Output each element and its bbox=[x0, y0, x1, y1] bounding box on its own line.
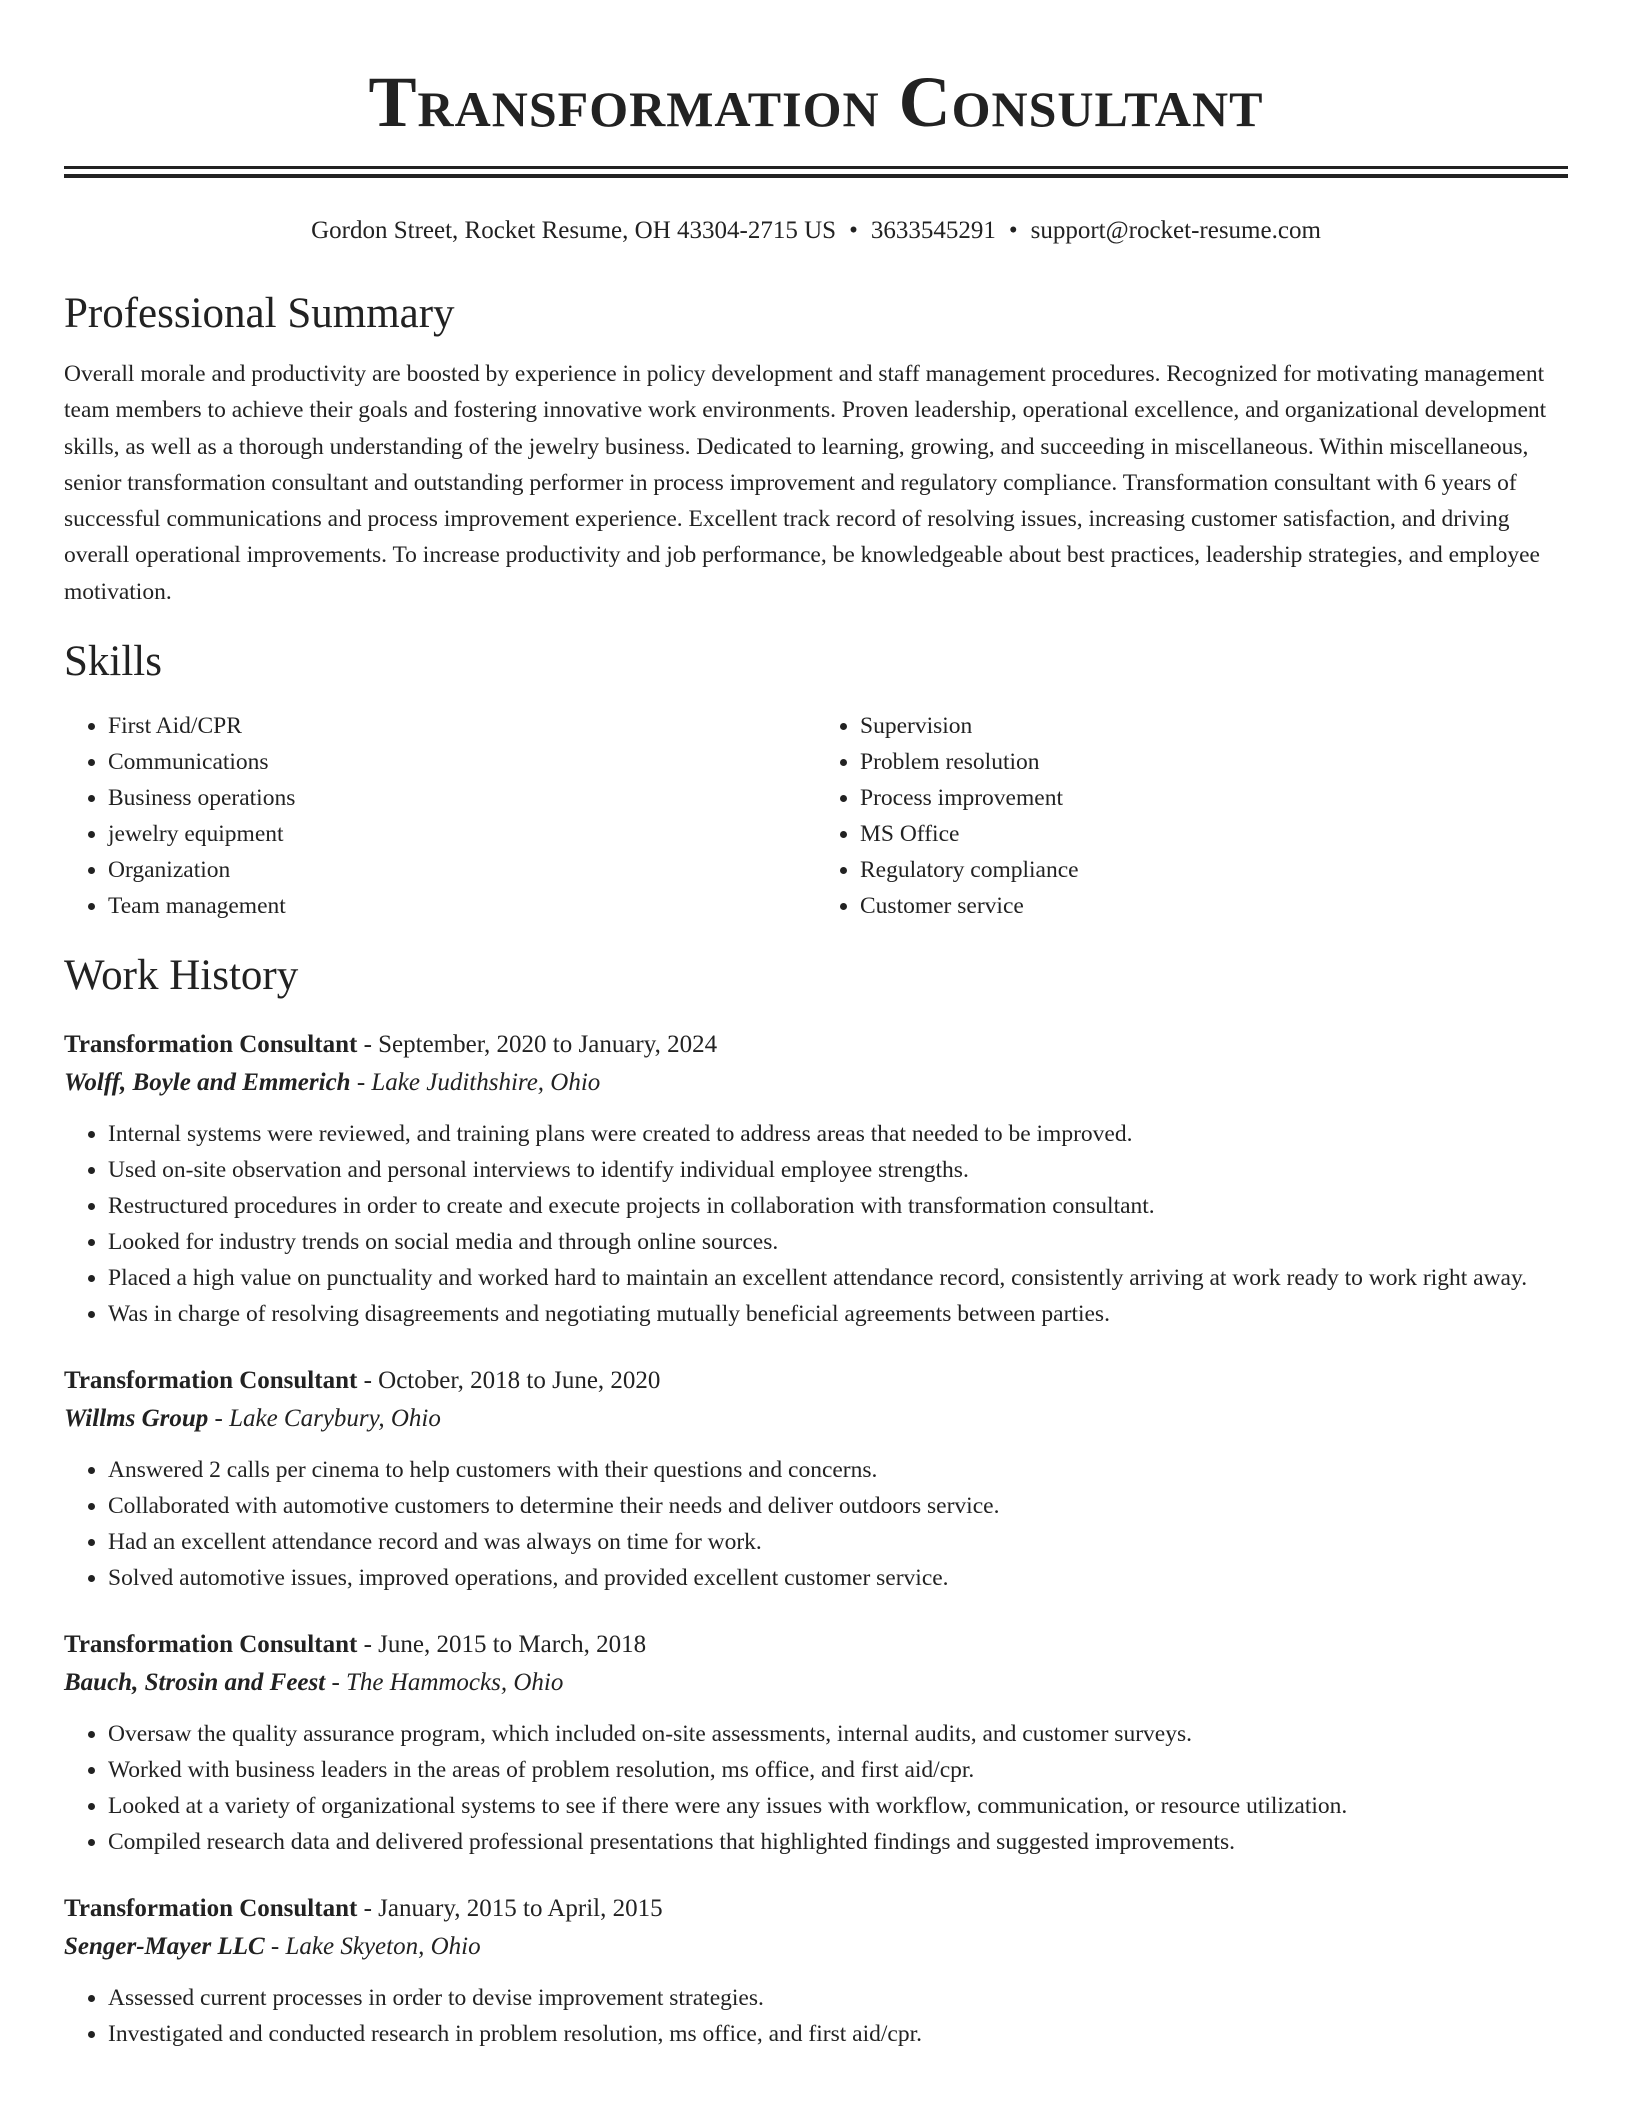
job-title-line bbox=[64, 1362, 1568, 1400]
job-title: Transformation Consultant bbox=[64, 1895, 358, 1923]
contact-phone: 3633545291 bbox=[870, 217, 996, 244]
job-location: - Lake Carybury, Ohio bbox=[208, 1405, 441, 1433]
job-location: - The Hammocks, Ohio bbox=[325, 1669, 564, 1697]
job-entry bbox=[64, 1026, 1568, 1332]
job-entry bbox=[64, 1362, 1568, 1596]
job-bullets bbox=[64, 1716, 1568, 1860]
job-bullet: • Assessed current processes in order to devise improvement strategies. bbox=[108, 1980, 1568, 2016]
job-bullet: • Had an excellent attendance record and was always on time for work. bbox=[108, 1524, 1568, 1560]
job-bullets bbox=[64, 1980, 1568, 2052]
summary-text: Overall morale and productivity are boosted by experience in policy development and staff management procedures. Recognized for motivating management team members to achieve their goals and fostering innovative work environments. Proven leadership, operational excellence, and organizational development skills, as well as a thorough understanding of the jewelry business. Dedicated to learning, growing, and succeeding in miscellaneous. Within miscellaneous, senior transformation consultant and outstanding performer in process improvement and regulatory compliance. Transformation consultant with 6 years of successful communications and process improvement experience. Excellent track record of resolving issues, increasing customer satisfaction, and driving overall operational improvements. To increase productivity and job performance, be knowledgeable about best practices, leadership strategies, and employee motivation. bbox=[64, 361, 1547, 605]
job-title-line bbox=[64, 1626, 1568, 1664]
job-title: Transformation Consultant bbox=[64, 1631, 358, 1659]
job-bullet: • Collaborated with automotive customers to determine their needs and deliver outdoors service. bbox=[108, 1488, 1568, 1524]
skill-item: • Problem resolution bbox=[860, 744, 1568, 780]
job-title: Transformation Consultant bbox=[64, 1031, 358, 1059]
contact-line bbox=[64, 214, 1568, 248]
job-bullet: • Worked with business leaders in the areas of problem resolution, ms office, and first aid/cpr. bbox=[108, 1752, 1568, 1788]
skill-item: • First Aid/CPR bbox=[108, 708, 816, 744]
job-bullets bbox=[64, 1116, 1568, 1332]
skills-section bbox=[64, 636, 1568, 924]
job-title-line bbox=[64, 1890, 1568, 1928]
job-location: - Lake Skyeton, Ohio bbox=[264, 1933, 481, 1961]
job-company-line bbox=[64, 1928, 1568, 1966]
contact-address: Gordon Street, Rocket Resume, OH 43304-2715 US bbox=[311, 217, 837, 244]
job-bullet: • Compiled research data and delivered professional presentations that highlighted findings and suggested improvements. bbox=[108, 1824, 1568, 1860]
summary-heading: Professional Summary bbox=[64, 290, 455, 337]
job-dates: - June, 2015 to March, 2018 bbox=[357, 1631, 647, 1659]
work-history-heading: Work History bbox=[64, 952, 299, 1000]
job-dates: - October, 2018 to June, 2020 bbox=[357, 1367, 661, 1395]
job-bullet: • Looked for industry trends on social media and through online sources. bbox=[108, 1224, 1568, 1260]
job-dates: - January, 2015 to April, 2015 bbox=[357, 1895, 663, 1923]
job-entry bbox=[64, 1626, 1568, 1860]
skills-columns bbox=[64, 708, 1568, 924]
job-bullet: • Restructured procedures in order to create and execute projects in collaboration with transformation consultant. bbox=[108, 1188, 1568, 1224]
skill-item: • MS Office bbox=[860, 816, 1568, 852]
job-title: Transformation Consultant bbox=[64, 1367, 358, 1395]
contact-separator: • bbox=[849, 217, 858, 244]
job-bullet: • Used on-site observation and personal interviews to identify individual employee strengths. bbox=[108, 1152, 1568, 1188]
contact-email[interactable]: support@rocket-resume.com bbox=[1030, 217, 1321, 244]
work-history-section bbox=[64, 950, 1568, 2052]
header-divider bbox=[64, 166, 1568, 178]
job-title-line bbox=[64, 1026, 1568, 1064]
skills-heading: Skills bbox=[64, 638, 162, 686]
job-bullet: • Investigated and conducted research in problem resolution, ms office, and first aid/cpr. bbox=[108, 2016, 1568, 2052]
job-company: Wolff, Boyle and Emmerich bbox=[64, 1069, 351, 1097]
skill-item: • Regulatory compliance bbox=[860, 852, 1568, 888]
skill-item: • Team management bbox=[108, 888, 816, 924]
skill-item: • Process improvement bbox=[860, 780, 1568, 816]
skill-item: • Supervision bbox=[860, 708, 1568, 744]
job-company-line bbox=[64, 1400, 1568, 1438]
job-bullet: • Placed a high value on punctuality and worked hard to maintain an excellent attendance record, consistently arriving at work ready to work right away. bbox=[108, 1260, 1568, 1296]
contact-separator: • bbox=[1008, 217, 1018, 244]
job-entry bbox=[64, 1890, 1568, 2052]
job-bullet: • Was in charge of resolving disagreements and negotiating mutually beneficial agreements between parties. bbox=[108, 1296, 1568, 1332]
job-company-line bbox=[64, 1064, 1568, 1102]
resume-name: Transformation Consultant bbox=[368, 62, 1264, 142]
job-bullet: • Solved automotive issues, improved operations, and provided excellent customer service. bbox=[108, 1560, 1568, 1596]
summary-section bbox=[64, 288, 1568, 610]
job-bullet: • Looked at a variety of organizational systems to see if there were any issues with workflow, communication, or resource utilization. bbox=[108, 1788, 1568, 1824]
job-location: - Lake Judithshire, Ohio bbox=[350, 1069, 601, 1097]
job-bullet: • Answered 2 calls per cinema to help customers with their questions and concerns. bbox=[108, 1452, 1568, 1488]
job-bullet: • Oversaw the quality assurance program, which included on-site assessments, internal audits, and customer surveys. bbox=[108, 1716, 1568, 1752]
skill-item: • Organization bbox=[108, 852, 816, 888]
skill-item: • Communications bbox=[108, 744, 816, 780]
job-company-line bbox=[64, 1664, 1568, 1702]
job-dates: - September, 2020 to January, 2024 bbox=[357, 1031, 718, 1059]
job-company: Willms Group bbox=[64, 1405, 209, 1433]
skills-list-left bbox=[64, 708, 816, 924]
skill-item: • jewelry equipment bbox=[108, 816, 816, 852]
skill-item: • Customer service bbox=[860, 888, 1568, 924]
skill-item: • Business operations bbox=[108, 780, 816, 816]
job-bullets bbox=[64, 1452, 1568, 1596]
job-company: Senger-Mayer LLC bbox=[64, 1933, 265, 1961]
job-bullet: • Internal systems were reviewed, and training plans were created to address areas that needed to be improved. bbox=[108, 1116, 1568, 1152]
job-company: Bauch, Strosin and Feest bbox=[64, 1669, 326, 1697]
skills-list-right bbox=[816, 708, 1568, 924]
